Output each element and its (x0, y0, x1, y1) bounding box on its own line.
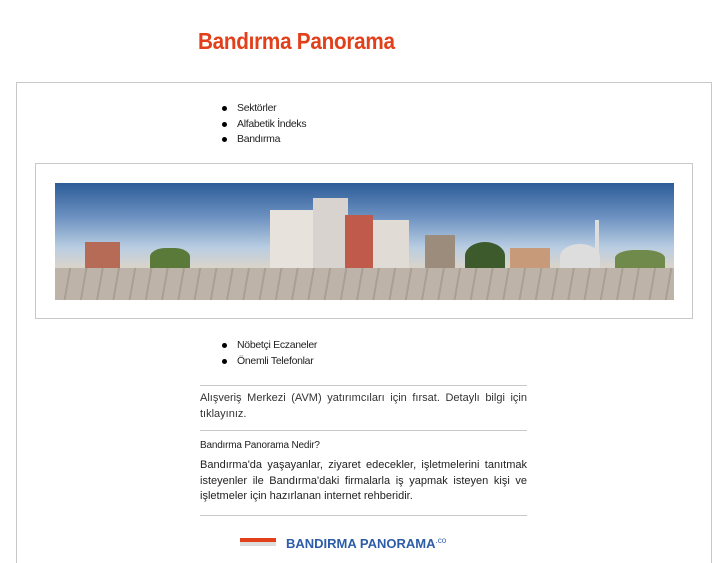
nav-item-sektorler[interactable] (222, 101, 306, 117)
secondary-nav (222, 338, 317, 369)
about-text: Bandırma'da yaşayanlar, ziyaret edecekler, işletmelerini tanıtmak isteyenler ile Bandırma'daki firmalarla iş yapmak isteyen kişi ve işletmeler için hazırlanan internet rehberidir. (200, 459, 527, 502)
nav-link[interactable]: Sektörler (237, 102, 277, 114)
footer-logo[interactable] (240, 536, 446, 551)
about-heading: Bandırma Panorama Nedir? (200, 440, 320, 451)
logo-tld: .co (435, 536, 447, 545)
nav-item-nobetci-eczaneler[interactable] (222, 338, 317, 354)
nav-link[interactable]: Nöbetçi Eczaneler (237, 339, 318, 351)
avm-announcement-link[interactable]: Alışveriş Merkezi (AVM) yatırımcıları için fırsat. Detaylı bilgi için tıklayınız. (200, 392, 527, 420)
site-title: Bandırma Panorama (198, 28, 395, 54)
nav-item-alfabetik-indeks[interactable] (222, 117, 306, 133)
panorama-image[interactable] (55, 183, 674, 300)
panorama-frame (35, 163, 693, 319)
content-column (200, 385, 527, 516)
main-container (16, 82, 712, 563)
divider (200, 515, 527, 516)
nav-item-onemli-telefonlar[interactable] (222, 354, 317, 370)
nav-item-bandirma[interactable] (222, 132, 306, 148)
nav-link[interactable]: Önemli Telefonlar (237, 354, 314, 367)
logo-text: BANDIRMA PANORAMA (286, 536, 436, 551)
main-nav (222, 101, 306, 148)
nav-link[interactable]: Alfabetik İndeks (237, 117, 307, 130)
nav-link[interactable]: Bandırma (237, 133, 281, 145)
